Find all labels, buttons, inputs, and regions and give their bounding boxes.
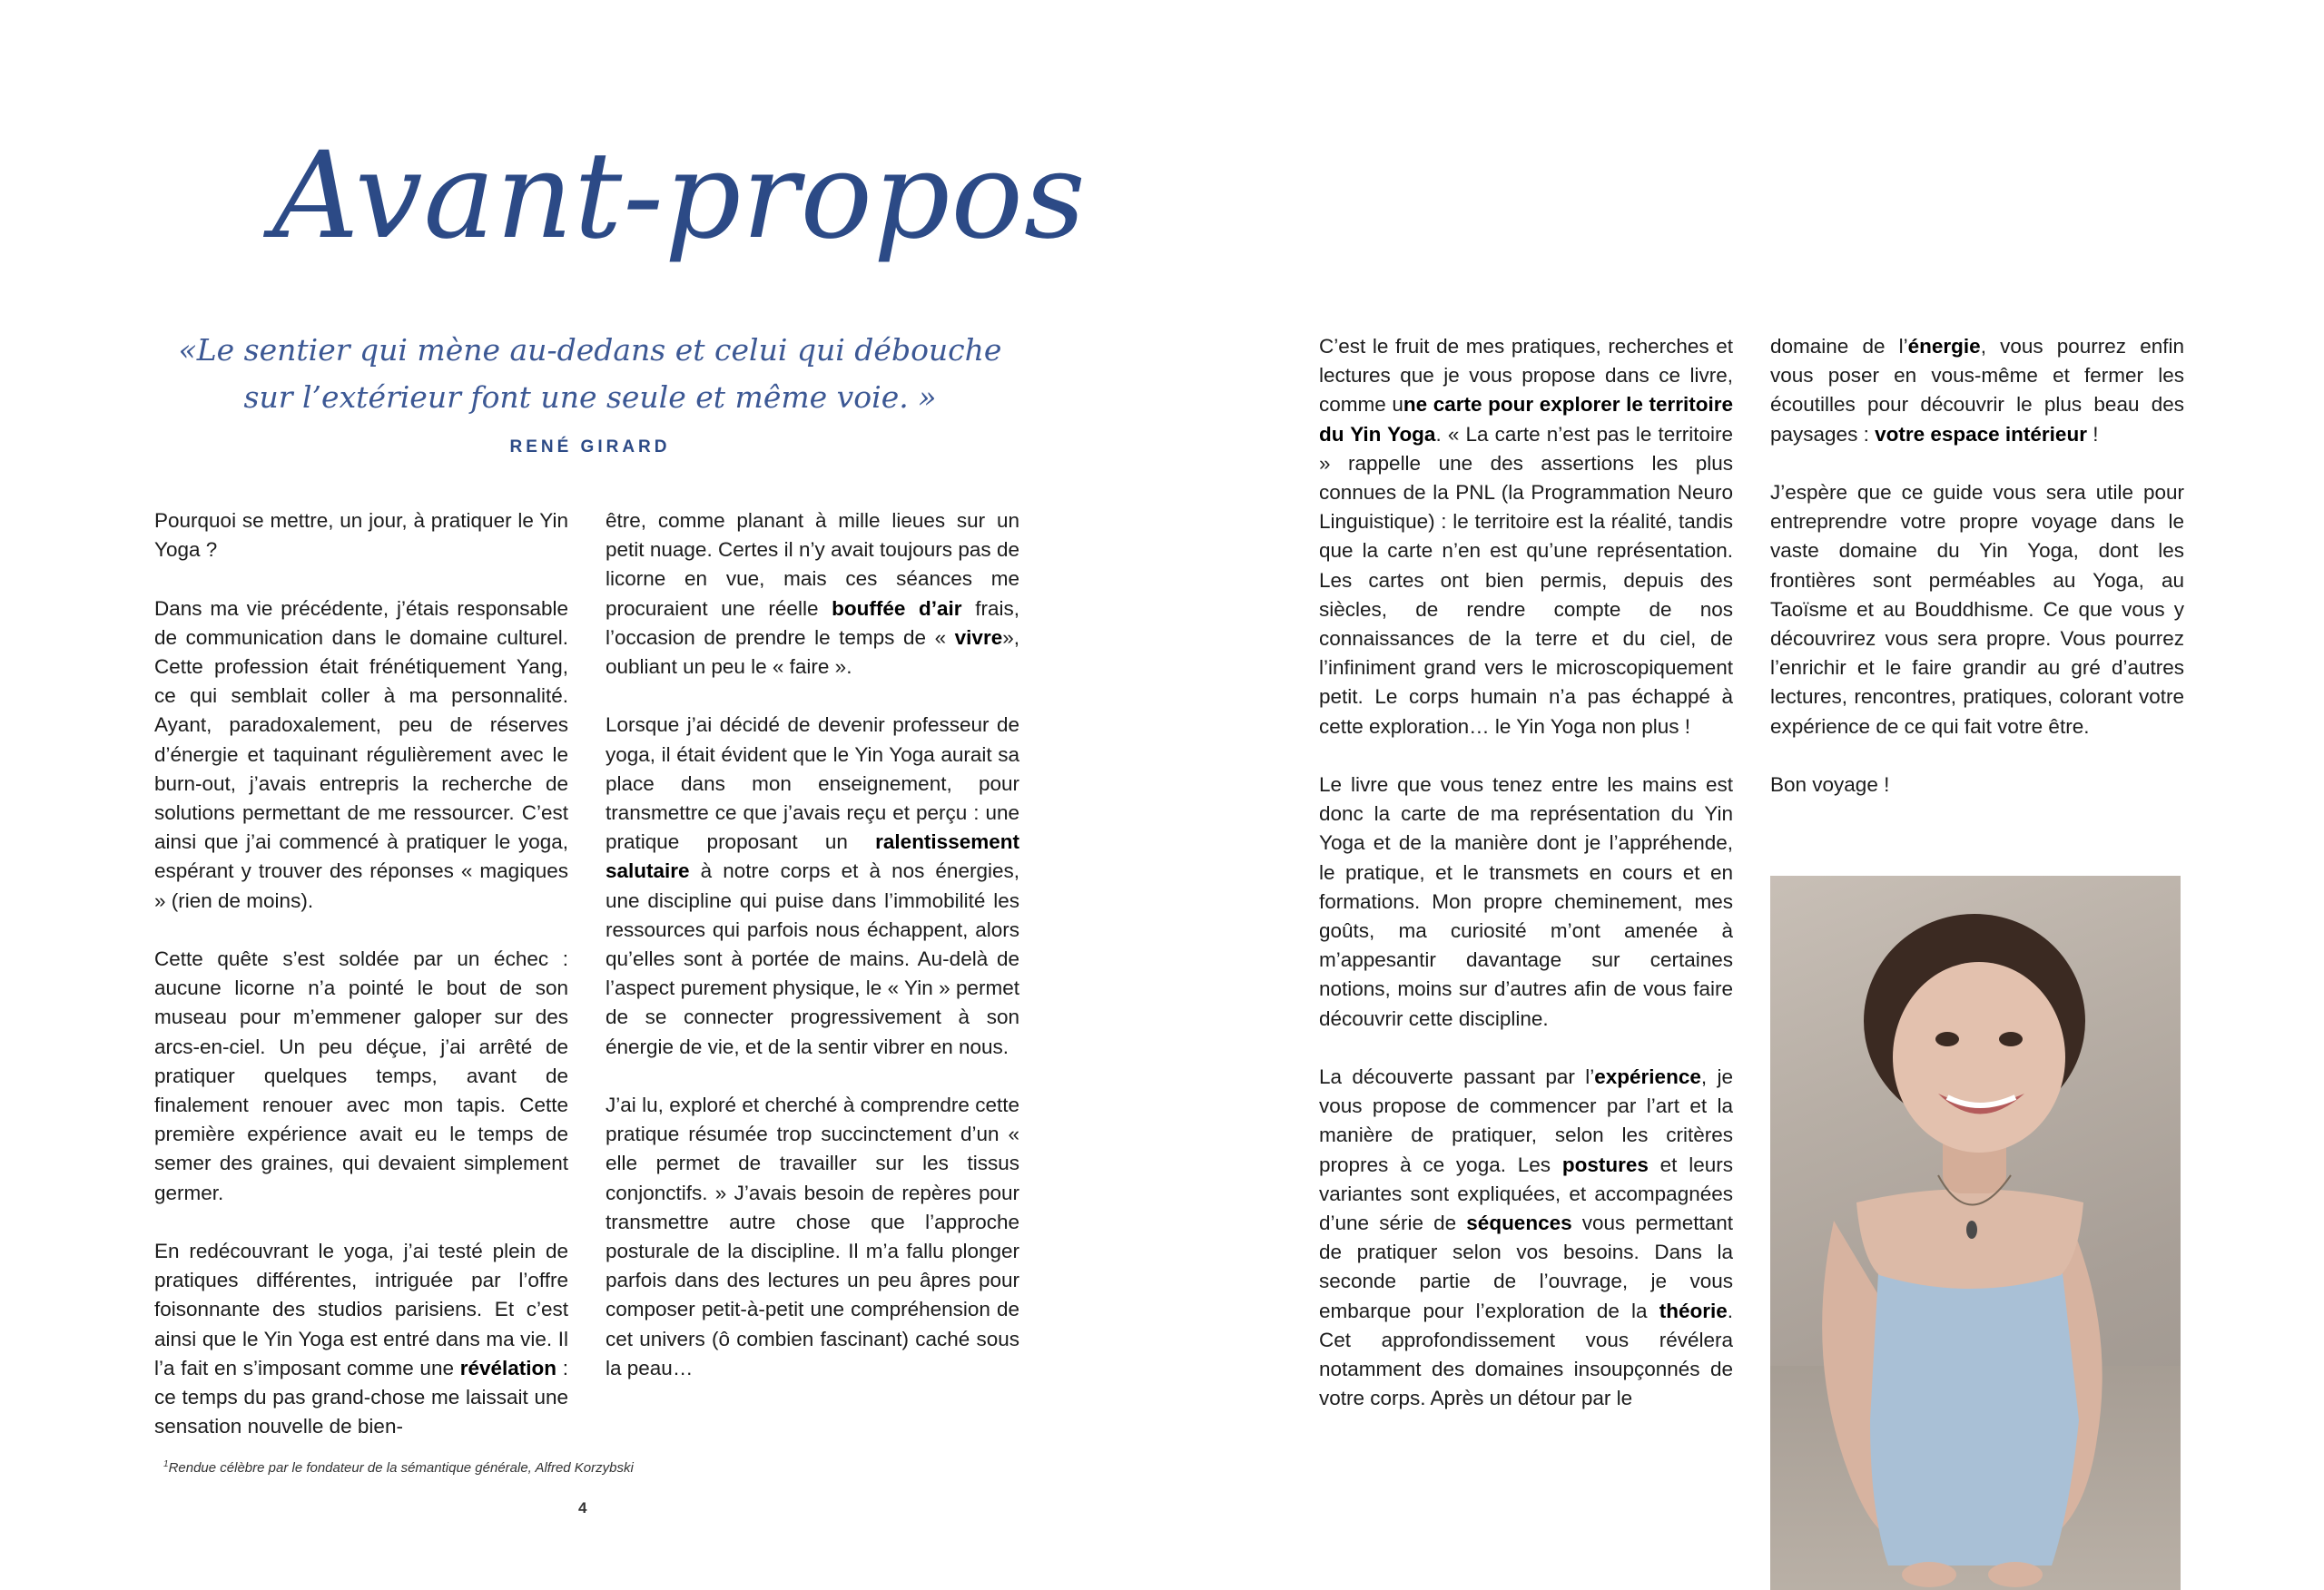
author-photo — [1770, 876, 2181, 1590]
emphasis-ralentissement: ralentissement salutaire — [606, 830, 1019, 883]
paragraph — [1319, 1063, 1733, 1413]
paragraph — [1770, 332, 2184, 449]
left-foot — [1902, 1562, 1956, 1587]
footnote-text: Rendue célèbre par le fondateur de la sémantique générale, Alfred Korzybski — [168, 1460, 634, 1476]
text-run: . « La carte n’est pas le territoire » rappelle une des assertions les plus connues de la PNL (la Programmation Neuro Linguistique) : le territoire est la réalité, tandis que la carte n’en est qu’une représentation. Les cartes ont bien permis, depuis des siècles, de rendre compte de nos connaissances de la terre et du ciel, de l’infiniment grand vers le microscopiquement petit. Le corps humain n’a pas échappé à cette exploration… le Yin Yoga non plus ! — [1319, 422, 1734, 738]
pendant — [1966, 1221, 1977, 1239]
text-run: . Cet approfondissement vous révélera notamment des domaines insoupçonnés de votre corps. Après un détour par le — [1319, 1299, 1733, 1410]
page-number: 4 — [578, 1499, 587, 1516]
text-column-1 — [154, 506, 568, 1471]
paragraph — [1319, 332, 1733, 741]
right-foot — [1988, 1562, 2043, 1587]
quote-line-1: «Le sentier qui mène au-dedans et celui qui débouche — [178, 332, 1002, 368]
text-run: frais, l’occasion de prendre le temps de « — [606, 596, 1019, 649]
emphasis-espace-interieur: votre espace intérieur — [1875, 422, 2087, 446]
emphasis-energie: énergie — [1907, 335, 1981, 358]
left-eye — [1935, 1032, 1959, 1046]
text-run: », oubliant un peu le « faire ». — [606, 625, 1019, 679]
text-run: , je vous propose de commencer par l’art et la manière de pratiquer, selon les critères propres à ce yoga. Les — [1319, 1065, 1734, 1176]
emphasis-carte: ne carte pour explorer le territoire du Yin Yoga — [1319, 393, 1734, 446]
paragraph — [154, 1237, 568, 1441]
paragraph — [606, 711, 1019, 1061]
text-column-3 — [1319, 332, 1733, 1443]
text-run: ! — [2093, 422, 2099, 446]
paragraph: J’ai lu, exploré et cherché à comprendre cette pratique résumée trop succinctement d’un « elle permet de travailler sur les tissus conjonctifs. » J’avais besoin de repères pour transmettre autre chose que l’approche posturale de la discipline. Il m’a fallu plonger parfois dans des lectures un peu âpres pour composer petit-à-petit une compréhension de cet univers (ô combien fascinant) caché sous la peau… — [606, 1094, 1019, 1379]
emphasis-bouffee-air: bouffée d’air — [832, 596, 962, 620]
emphasis-experience: expérience — [1594, 1065, 1701, 1089]
emphasis-theorie: théorie — [1659, 1299, 1728, 1322]
right-page — [1162, 0, 2324, 1590]
text-run: domaine de l’ — [1770, 335, 1908, 358]
paragraph: J’espère que ce guide vous sera utile pour entreprendre votre propre voyage dans le vaste domaine du Yin Yoga, dont les frontières sont perméables au Yoga, au Taoïsme et au Bouddhisme. Ce que vous y découvrirez vous sera propre. Vous pourrez l’enrichir et le faire grandir au gré d’autres lectures, rencontres, pratiques, colorant votre expérience de ce qui fait votre être. — [1770, 481, 2184, 738]
dress — [1870, 1257, 2079, 1565]
text-run: être, comme planant à mille lieues sur un petit nuage. Certes il n’y avait toujours pas de licorne en vue, mais ces séances me procuraient une réelle — [606, 509, 1019, 620]
text-column-2 — [606, 506, 1019, 1412]
emphasis-postures: postures — [1561, 1153, 1649, 1176]
paragraph: Dans ma vie précédente, j’étais responsable de communication dans le domaine culturel. Cette profession était frénétiquement Yang, ce qui semblait coller à ma personnalité. Ayant, paradoxalement, peu de réserves d’énergie et taquinant régulièrement avec le burn-out, j’avais entrepris la recherche de solutions permettant de me ressourcer. C’est ainsi que j’ai commencé à pratiquer le yoga, espérant y trouver des réponses « magiques » (rien de moins). — [154, 596, 568, 912]
text-column-4 — [1770, 332, 2184, 829]
quote-line-2: sur l’extérieur font une seule et même voie. » — [243, 379, 937, 415]
text-run: vous permettant de pratiquer selon vos besoins. Dans la seconde partie de l’ouvrage, je vous embarque pour l’exploration de la — [1319, 1212, 1733, 1322]
paragraph: Le livre que vous tenez entre les mains est donc la carte de ma représentation du Yin Yoga et de la manière dont je l’appréhende, le pratique, et le transmets en cours et en formations. Mon propre cheminement, mes goûts, ma curiosité m’ont amenée à m’appesantir davantage sur certaines notions, moins sur d’autres afin de vous faire découvrir cette discipline. — [1319, 773, 1733, 1030]
paragraph: Bon voyage ! — [1770, 773, 1890, 797]
emphasis-vivre: vivre — [954, 625, 1003, 649]
emphasis-sequences: séquences — [1466, 1212, 1572, 1235]
footnote-mark: 1 — [163, 1459, 169, 1469]
text-run: , vous pourrez enfin vous poser en vous-même et fermer les écoutilles pour découvrir le plus beau des paysages : — [1770, 335, 2184, 446]
text-run: : ce temps du pas grand-chose me laissait une sensation nouvelle de bien- — [154, 1356, 568, 1438]
text-run: La découverte passant par l’ — [1319, 1065, 1595, 1089]
paragraph: Cette quête s’est soldée par un échec : aucune licorne n’a pointé le bout de son museau pour m’emmener galoper sur des arcs-en-ciel. Un peu déçue, j’ai arrêté de pratiquer quelques temps, avant de finalement renouer avec mon tapis. Cette première expérience avait eu le temps de semer des graines, qui devaient simplement germer. — [154, 947, 568, 1204]
text-run: et leurs variantes sont expliquées, et accompagnées d’une série de — [1319, 1153, 1733, 1235]
footnote — [163, 1459, 634, 1476]
text-run: à notre corps et à nos énergies, une discipline qui puise dans l’immobilité les ressources qui parfois nous échappent, alors qu’elles sont à portée de mains. Au-delà de l’aspect purement physique, le « Yin » permet de se connecter progressivement à son énergie de vie, et de la sentir vibrer en nous. — [606, 859, 1019, 1058]
page-title: Avant-propos — [272, 126, 1087, 266]
paragraph — [606, 506, 1019, 682]
paragraph: Pourquoi se mettre, un jour, à pratiquer le Yin Yoga ? — [154, 509, 568, 562]
emphasis-revelation: révélation — [459, 1356, 556, 1379]
face — [1893, 962, 2065, 1153]
quote-author: RENÉ GIRARD — [509, 437, 671, 456]
portrait-illustration — [1770, 876, 2181, 1590]
text-run: En redécouvrant le yoga, j’ai testé plein de pratiques différentes, intriguée par l’offre foisonnante des studios parisiens. Et c’est ainsi que le Yin Yoga est entré dans ma vie. Il l’a fait en s’imposant comme une — [154, 1240, 568, 1379]
text-run: C’est le fruit de mes pratiques, recherches et lectures que je vous propose dans ce livre, comme u — [1319, 335, 1733, 417]
epigraph — [145, 327, 1035, 457]
text-run: Lorsque j’ai décidé de devenir professeur de yoga, il était évident que le Yin Yoga aurait sa place dans mon enseignement, pour transmettre ce que j’avais reçu et perçu : une pratique proposant un — [606, 713, 1019, 854]
right-eye — [1999, 1032, 2023, 1046]
